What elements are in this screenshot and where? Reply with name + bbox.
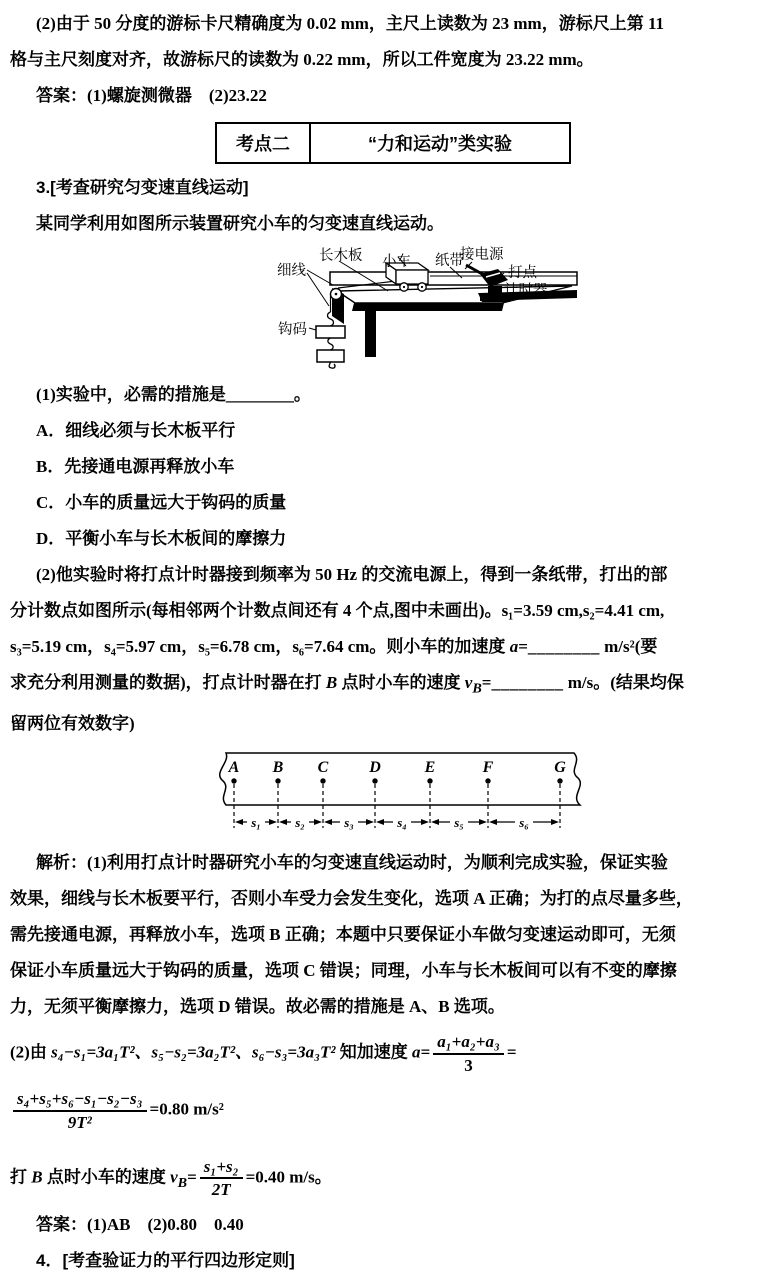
- analysis-text-1: (1)利用打点计时器研究小车的匀变速直线运动时，为顺利完成实验，保证实验: [87, 853, 668, 873]
- point-A: A: [228, 759, 240, 777]
- f1-a-equals: a=: [412, 1042, 431, 1062]
- label-power: 接电源: [460, 247, 504, 263]
- f3-mid: 点时小车的速度: [42, 1167, 171, 1187]
- label-board: 长木板: [319, 248, 363, 264]
- option-b: B．先接通电源再释放小车: [36, 457, 235, 476]
- var-a: a: [509, 637, 519, 656]
- point-D: D: [369, 759, 381, 777]
- label-timer-1: 打点: [508, 265, 537, 281]
- dot-G: [557, 779, 562, 784]
- part1-question: (1)实验中，必需的措施是________。: [36, 385, 311, 404]
- part2-line4-text: 求充分利用测量的数据)，打点计时器在打: [10, 673, 326, 692]
- weight-1: [316, 326, 345, 338]
- dot-A: [231, 779, 236, 784]
- label-timer-2: 计时器: [504, 283, 548, 299]
- part2-line-3: [10, 629, 769, 665]
- dot-B: [275, 779, 280, 784]
- cart-front: [396, 270, 428, 284]
- answer-text: (1)螺旋测微器 (2)23.22: [87, 86, 267, 105]
- option-d: D．平衡小车与长木板间的摩擦力: [36, 529, 287, 548]
- dot-C: [320, 779, 325, 784]
- analysis-line-4: 保证小车质量远大于钩码的质量，选项 C 错误；同理，小车与长木板间可以有不变的摩擦: [10, 961, 677, 981]
- topic-box-title: “力和运动”类实验: [368, 134, 512, 154]
- answer-blank-a: ________: [527, 637, 600, 656]
- weight-2: [317, 350, 344, 362]
- answer-line-1: [10, 78, 769, 114]
- question-4-heading: 4．[考查验证力的平行四边形定则]: [36, 1250, 295, 1270]
- formula-velocity: [10, 1150, 769, 1207]
- leader-weights: [309, 328, 316, 330]
- topic-box: [215, 122, 571, 164]
- part2-line-4: [10, 665, 769, 706]
- intro-line-1: (2)由于 50 分度的游标卡尺精确度为 0.02 mm，主尺上读数为 23 mm，游标尺上第 11: [36, 14, 665, 33]
- f1-frac-den: 3: [464, 1055, 473, 1075]
- part2-line3-text: s₃=5.19 cm，s₄=5.97 cm，s₅=6.78 cm，s₆=7.64 cm。则小车的加速度: [10, 637, 510, 656]
- part2-line-1: (2)他实验时将打点计时器接到频率为 50 Hz 的交流电源上，得到一条纸带，打出的部: [36, 565, 668, 584]
- apparatus-diagram: [232, 244, 769, 377]
- f1-fraction: [433, 1032, 504, 1075]
- f1-mid: 知加速度: [335, 1042, 413, 1062]
- formula-acceleration: [10, 1025, 769, 1082]
- f1-frac-num: a₁+a₂+a₃: [433, 1032, 504, 1055]
- label-s3: s₃: [344, 815, 354, 831]
- option-a: A．细线必须与长木板平行: [36, 421, 236, 440]
- f3-v-sub: B: [177, 1174, 188, 1191]
- equals: =: [518, 637, 528, 656]
- timer-stand: [488, 286, 502, 293]
- label-string: 细线: [277, 263, 306, 279]
- label-cart: 小车: [382, 254, 411, 270]
- pulley-axle: [335, 293, 338, 296]
- wheel-hub-left: [403, 286, 405, 288]
- question-3-heading: 3.[考查研究匀变速直线运动]: [36, 178, 249, 197]
- part2-line4-unit: m/s。(结果均保: [563, 673, 684, 692]
- analysis-line-2: 效果，细线与长木板要平行，否则小车受力会发生变化，选项 A 正确；为打的点尽量多些，: [10, 889, 693, 909]
- f3-result: =0.40 m/s。: [245, 1167, 332, 1187]
- analysis-line-3: 需先接通电源，再释放小车，选项 B 正确；本题中只要保证小车做匀变速运动即可，无须: [10, 925, 676, 945]
- equals-2: =: [481, 673, 492, 692]
- leader-string-2: [307, 273, 329, 306]
- label-s1: s₁: [251, 815, 261, 831]
- label-s2: s₂: [295, 815, 305, 831]
- part2-line-5: 留两位有效数字): [10, 714, 135, 734]
- f2-result: =0.80 m/s²: [149, 1099, 224, 1119]
- var-B: B: [325, 673, 338, 692]
- part2-line3-unit: m/s²(要: [599, 637, 658, 656]
- f2-fraction: [13, 1089, 147, 1132]
- dot-D: [372, 779, 377, 784]
- part2-line4-mid: 点时小车的速度: [337, 673, 465, 692]
- table-front-edge: [352, 303, 504, 311]
- table-leg: [365, 311, 376, 357]
- answer-blank-v: ________: [491, 673, 564, 692]
- answer-text-3: (1)AB (2)0.80 0.40: [87, 1214, 244, 1234]
- answer-line-3: [10, 1207, 769, 1243]
- point-G: G: [554, 759, 566, 777]
- answer-label-3: 答案：: [36, 1214, 87, 1234]
- tape-diagram: [210, 750, 769, 843]
- var-v: v: [464, 673, 473, 692]
- part2-line-2: 分计数点如图所示(每相邻两个计数点间还有 4 个点,图中未画出)。s₁=3.59 cm,s₂=4.41 cm,: [10, 601, 665, 620]
- f2-frac-num: s₄+s₅+s₆−s₁−s₂−s₃: [13, 1089, 147, 1112]
- analysis-line-5: 力，无须平衡摩擦力，选项 D 错误。故必需的措施是 A、B 选项。: [10, 997, 505, 1017]
- dot-E: [427, 779, 432, 784]
- f3-equals: =: [187, 1167, 197, 1187]
- label-s4: s₄: [397, 815, 407, 831]
- option-c: C．小车的质量远大于钩码的质量: [36, 493, 287, 512]
- point-C: C: [317, 759, 329, 777]
- hook-middle: [328, 338, 333, 350]
- topic-box-label: 考点二: [217, 124, 311, 162]
- dot-F: [485, 779, 490, 784]
- label-s5: s₅: [454, 815, 464, 831]
- point-B: B: [272, 759, 284, 777]
- label-s6: s₆: [519, 815, 529, 831]
- f3-v: v: [170, 1167, 178, 1187]
- f1-tail: =: [506, 1042, 517, 1062]
- point-F: F: [482, 759, 494, 777]
- analysis-line-1: [10, 845, 769, 881]
- leader-string-1: [307, 270, 333, 285]
- label-weights: 钩码: [278, 322, 307, 338]
- analysis-label: 解析：: [36, 853, 87, 873]
- f1-pre: (2)由: [10, 1042, 52, 1062]
- question-3-intro: 某同学利用如图所示装置研究小车的匀变速直线运动。: [36, 214, 444, 233]
- f3-frac-den: 2T: [211, 1180, 231, 1200]
- formula-acceleration-result: [10, 1082, 769, 1139]
- f2-frac-den: 9T²: [67, 1113, 92, 1133]
- f3-pre: 打: [10, 1167, 32, 1187]
- f3-B: B: [31, 1167, 43, 1187]
- hook-bottom: [329, 362, 335, 368]
- label-tape: 纸带: [435, 253, 464, 269]
- f3-fraction: [200, 1157, 243, 1200]
- intro-line-2: 格与主尺刻度对齐，故游标尺的读数为 0.22 mm，所以工件宽度为 23.22 mm。: [10, 50, 594, 69]
- f1-equations: s₄−s₁=3a₁T²、s₅−s₂=3a₂T²、s₆−s₃=3a₃T²: [51, 1042, 336, 1062]
- wheel-hub-right: [421, 286, 423, 288]
- f3-frac-num: s₁+s₂: [200, 1157, 243, 1180]
- point-E: E: [424, 759, 436, 777]
- answer-label: 答案：: [36, 86, 87, 105]
- var-v-sub: B: [472, 680, 482, 697]
